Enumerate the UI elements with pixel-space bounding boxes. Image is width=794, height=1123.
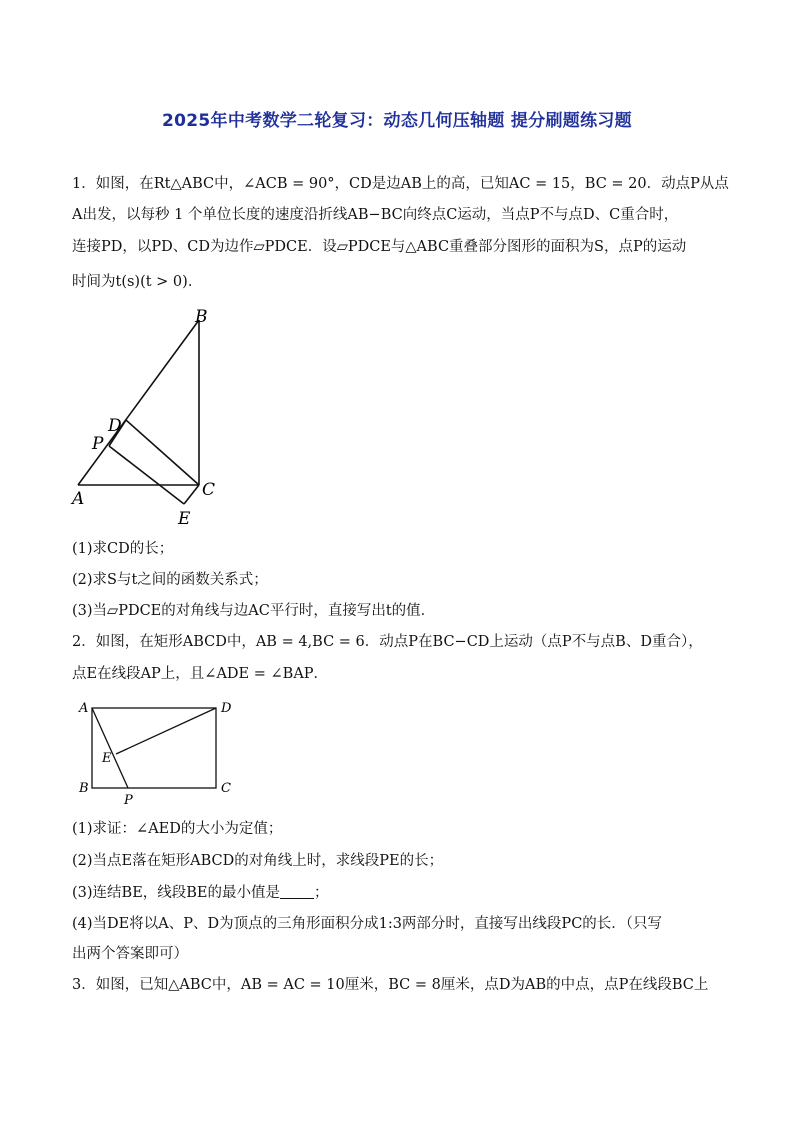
problem1-line1: 1．如图，在Rt△ABC中，∠ACB = 90°，CD是边AB上的高，已知AC = 15，BC = 20．动点P从点 <box>72 176 729 192</box>
fig1-label-b: B <box>195 307 208 327</box>
problem2-line2: 点E在线段AP上，且∠ADE = ∠BAP． <box>72 666 329 682</box>
problem1-question2: (2)求S与t之间的函数关系式； <box>72 572 268 588</box>
fig1-label-d: D <box>108 416 122 436</box>
fig2-label-d: D <box>221 701 232 716</box>
fig1-label-a: A <box>72 489 85 509</box>
fig2-label-e: E <box>102 751 112 766</box>
fig2-label-c: C <box>221 781 231 796</box>
problem1-line2: A出发，以每秒 1 个单位长度的速度沿折线AB−BC向终点C运动，当点P不与点D、C重合时， <box>72 207 679 223</box>
fig2-label-b: B <box>79 781 89 796</box>
problem2-question3-end: ； <box>314 885 329 901</box>
problem1-line3: 连接PD，以PD、CD为边作▱PDCE．设▱PDCE与△ABC重叠部分图形的面积为S，点P的运动 <box>72 239 687 255</box>
page-title: 2025年中考数学二轮复习：动态几何压轴题 提分刷题练习题 <box>162 111 632 131</box>
problem3-line1: 3．如图，已知△ABC中，AB = AC = 10厘米，BC = 8厘米，点D为AB的中点，点P在线段BC上 <box>72 977 709 993</box>
answer-blank <box>280 884 314 899</box>
problem2-question3-text: (3)连结BE，线段BE的最小值是 <box>72 885 281 901</box>
problem2-question2: (2)当点E落在矩形ABCD的对角线上时，求线段PE的长； <box>72 853 444 869</box>
problem2-question4-line2: 出两个答案即可） <box>72 946 188 962</box>
fig2-label-a: A <box>79 701 89 716</box>
problem2-figure <box>72 694 242 810</box>
fig1-label-c: C <box>202 480 216 500</box>
problem1-question3: (3)当▱PDCE的对角线与边AC平行时，直接写出t的值． <box>72 603 436 619</box>
problem2-question4-line1: (4)当DE将以A、P、D为顶点的三角形面积分成1:3两部分时，直接写出线段PC的长．（只写 <box>72 916 663 932</box>
problem1-figure <box>66 300 236 530</box>
problem2-line1: 2．如图，在矩形ABCD中，AB = 4,BC = 6．动点P在BC−CD上运动（点P不与点B、D重合）， <box>72 634 703 650</box>
fig2-label-p: P <box>124 793 133 808</box>
problem2-question1: (1)求证：∠AED的大小为定值； <box>72 821 283 837</box>
problem2-question3 <box>72 883 732 903</box>
problem1-line4: 时间为t(s)(t > 0)． <box>72 274 203 290</box>
problem1-question1: (1)求CD的长； <box>72 541 174 557</box>
fig1-label-p: P <box>92 434 104 454</box>
fig1-label-e: E <box>178 509 191 529</box>
